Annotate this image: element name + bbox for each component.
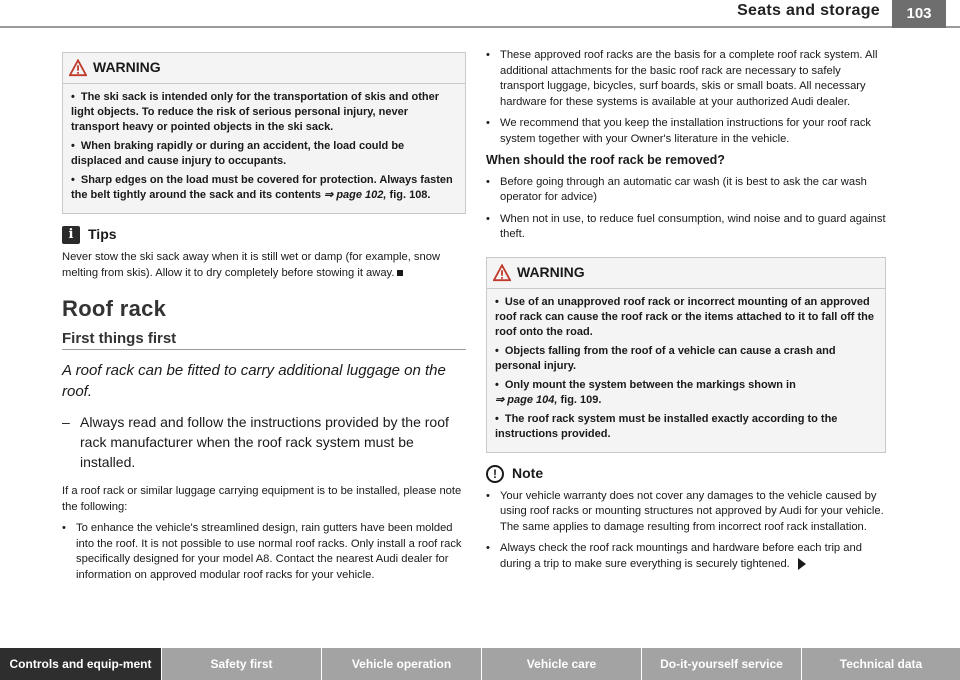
- warning-box-roof-rack: [486, 257, 886, 453]
- page-reference-link[interactable]: ⇒ page 104,: [495, 393, 558, 406]
- tips-heading: Tips: [88, 226, 117, 243]
- first-things-first-heading: First things first: [62, 331, 466, 351]
- continue-arrow-icon: [798, 558, 806, 570]
- bullet-paragraph: • Your vehicle warranty does not cover any damages to the vehicle caused by using roof racks or mounting structures not approved by Audi for your vehicle. The same applies to damage resulting from incorrect roof rack installation.: [486, 489, 884, 533]
- warning-heading: WARNING: [93, 59, 161, 76]
- warning-item: • Sharp edges on the load must be covered for protection. Always fasten the belt tightly around the sack and its contents ⇒ page 102, fig. 108.: [71, 174, 453, 201]
- tab-safety-first[interactable]: Safety first: [162, 648, 322, 680]
- tips-header: [62, 226, 466, 244]
- warning-triangle-icon: [69, 59, 87, 77]
- warning-header: [63, 53, 465, 84]
- warning-header: [487, 258, 885, 289]
- warning-heading: WARNING: [517, 263, 585, 280]
- page-number: 103: [892, 0, 946, 28]
- warning-triangle-icon: [493, 264, 511, 282]
- warning-item: • The roof rack system must be installed exactly according to the instructions provided.: [495, 412, 838, 440]
- warning-box-ski-sack: [62, 52, 466, 214]
- header-rule: [0, 26, 960, 28]
- bullet-paragraph: • These approved roof racks are the basis for a complete roof rack system. All additional attachments for the basic roof rack are necessary to safely transport luggage, bicycles, surf boards, skis or small boats. All necessary hardware for these systems is available at your authorized Audi dealer.: [486, 49, 878, 108]
- removal-subheading: When should the roof rack be removed?: [486, 153, 725, 167]
- right-column: [486, 48, 886, 578]
- instruction-step: – Always read and follow the instructions provided by the roof rack manufacturer when the roof rack system must be installed.: [62, 414, 449, 470]
- note-header: [486, 465, 886, 483]
- bullet-paragraph: • We recommend that you keep the installation instructions for your roof rack system together with your Owner's literature in the vehicle.: [486, 117, 872, 145]
- note-exclamation-icon: !: [486, 465, 504, 483]
- tab-do-it-yourself-service[interactable]: Do-it-yourself service: [642, 648, 802, 680]
- bullet-paragraph: • Before going through an automatic car wash (it is best to ask the car wash operator for advice): [486, 175, 867, 203]
- tips-text: Never stow the ski sack away when it is still wet or damp (for example, snow melting from skis). Allow it to dry completely before stowing it away.: [62, 251, 441, 279]
- warning-item: • Use of an unapproved roof rack or incorrect mounting of an approved roof rack can cause the roof rack or the items attached to it to fall off the roof onto the road.: [495, 295, 874, 338]
- note-heading: Note: [512, 464, 544, 481]
- chapter-tabs: [0, 648, 960, 680]
- intro-text: A roof rack can be fitted to carry additional luggage on the roof.: [62, 362, 446, 400]
- tab-vehicle-operation[interactable]: Vehicle operation: [322, 648, 482, 680]
- tab-vehicle-care[interactable]: Vehicle care: [482, 648, 642, 680]
- tab-controls-and-equipment[interactable]: Controls and equip-ment: [0, 648, 162, 680]
- section-title: Seats and storage: [737, 2, 880, 19]
- roof-rack-heading: Roof rack: [62, 296, 167, 321]
- bullet-paragraph: • When not in use, to reduce fuel consumption, wind noise and to guard against theft.: [486, 212, 886, 240]
- warning-item: • The ski sack is intended only for the transportation of skis and other light objects. To reduce the risk of serious personal injury, never transport heavy or pointed objects in the ski sack.: [71, 91, 440, 133]
- left-column: [62, 52, 466, 589]
- bullet-paragraph: • Always check the roof rack mountings and hardware before each trip and during a trip to make sure everything is securely tightened.: [486, 542, 862, 570]
- tab-technical-data[interactable]: Technical data: [802, 648, 960, 680]
- warning-item: • Objects falling from the roof of a vehicle can cause a crash and personal injury.: [495, 344, 836, 372]
- body-text: If a roof rack or similar luggage carrying equipment is to be installed, please note the following:: [62, 485, 462, 513]
- warning-item: • When braking rapidly or during an accident, the load could be displaced and cause injury to occupants.: [71, 140, 405, 167]
- end-of-section-marker: [397, 270, 403, 276]
- page-reference-link[interactable]: ⇒ page 102,: [324, 189, 387, 201]
- warning-item: • Only mount the system between the markings shown in ⇒ page 104, fig. 109.: [495, 378, 796, 406]
- info-icon: i: [62, 226, 80, 244]
- bullet-paragraph: • To enhance the vehicle's streamlined design, rain gutters have been molded into the roof. It is not possible to use normal roof racks. Only install a roof rack specifically designed for your model A8. Contact the nearest Audi dealer for information on approved modular roof racks for your vehicle.: [62, 522, 462, 581]
